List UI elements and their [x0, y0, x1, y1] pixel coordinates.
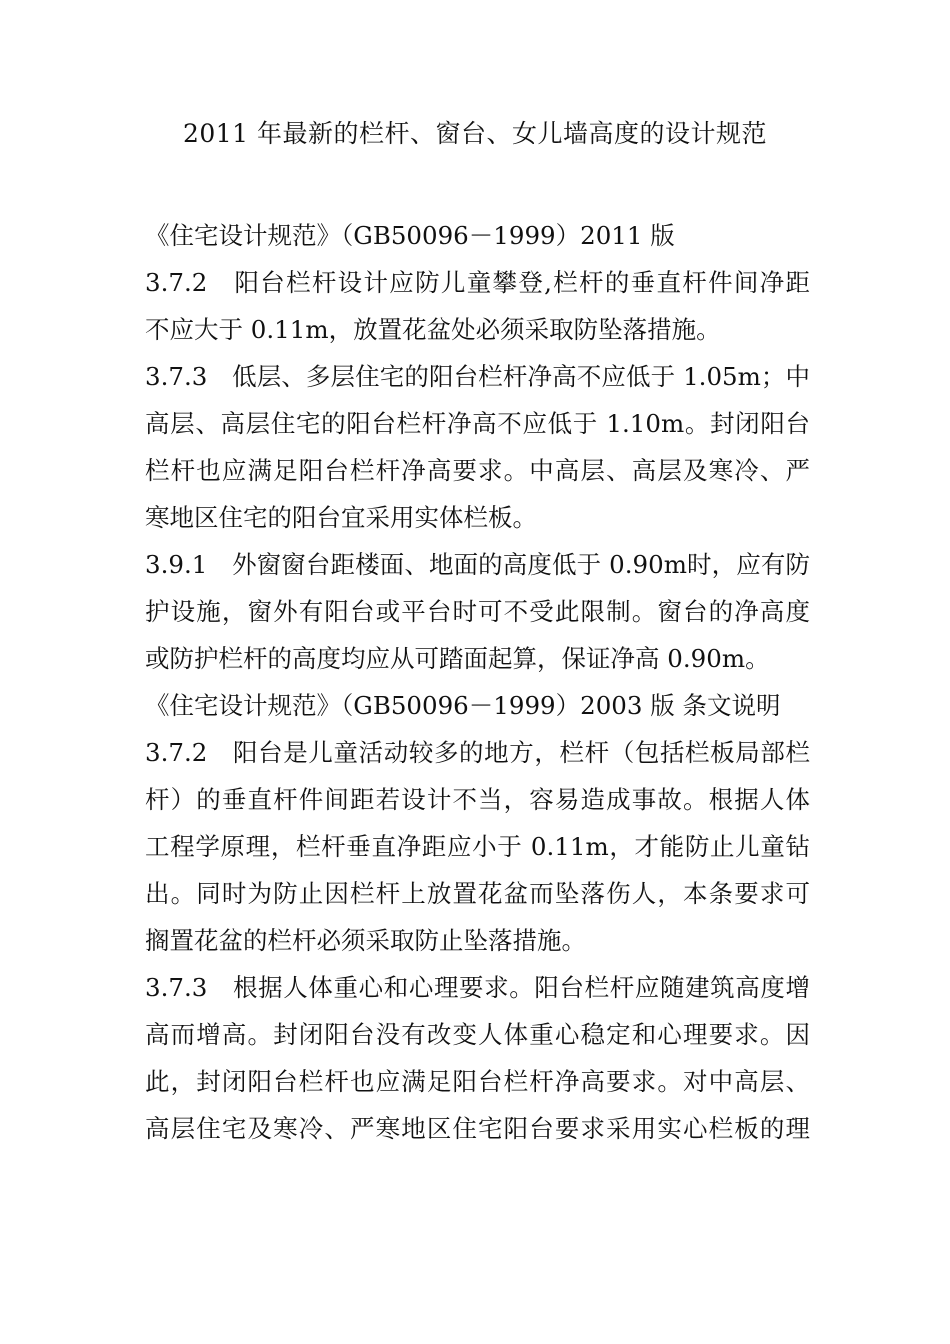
text-line: 寒地区住宅的阳台宜采用实体栏板。 [145, 503, 537, 532]
text-line: 3.7.3 根据人体重心和心理要求。阳台栏杆应随建筑高度增 [145, 973, 810, 1002]
text-line: 护设施，窗外有阳台或平台时可不受此限制。窗台的净高度 [145, 597, 810, 626]
text-line: 高层住宅及寒冷、严寒地区住宅阳台要求采用实心栏板的理 [145, 1114, 810, 1143]
text-line: 出。同时为防止因栏杆上放置花盆而坠落伤人，本条要求可 [145, 879, 810, 908]
text-line: 《住宅设计规范》（GB50096－1999）2011 版 [145, 221, 675, 250]
text-line: 3.9.1 外窗窗台距楼面、地面的高度低于 0.90m时，应有防 [145, 550, 810, 579]
text-line: 高而增高。封闭阳台没有改变人体重心稳定和心理要求。因 [145, 1020, 810, 1049]
text-line: 3.7.2 阳台栏杆设计应防儿童攀登,栏杆的垂直杆件间净距 [145, 268, 810, 297]
text-line: 工程学原理，栏杆垂直净距应小于 0.11m，才能防止儿童钻 [145, 832, 810, 861]
text-line: 栏杆也应满足阳台栏杆净高要求。中高层、高层及寒冷、严 [145, 456, 810, 485]
document-body [145, 212, 810, 1152]
text-line: 《住宅设计规范》（GB50096－1999）2003 版 条文说明 [145, 691, 781, 720]
text-line: 不应大于 0.11m，放置花盆处必须采取防坠落措施。 [145, 315, 721, 344]
text-line: 此，封闭阳台栏杆也应满足阳台栏杆净高要求。对中高层、 [145, 1067, 810, 1096]
text-line: 杆）的垂直杆件间距若设计不当，容易造成事故。根据人体 [145, 785, 810, 814]
text-line: 搁置花盆的栏杆必须采取防止坠落措施。 [145, 926, 586, 955]
text-line: 3.7.3 低层、多层住宅的阳台栏杆净高不应低于 1.05m；中 [145, 362, 810, 391]
text-line: 或防护栏杆的高度均应从可踏面起算，保证净高 0.90m。 [145, 644, 770, 673]
text-line: 高层、高层住宅的阳台栏杆净高不应低于 1.10m。封闭阳台 [145, 409, 810, 438]
text-line: 3.7.2 阳台是儿童活动较多的地方，栏杆（包括栏板局部栏 [145, 738, 810, 767]
document-title: 2011 年最新的栏杆、窗台、女儿墙高度的设计规范 [182, 119, 768, 148]
